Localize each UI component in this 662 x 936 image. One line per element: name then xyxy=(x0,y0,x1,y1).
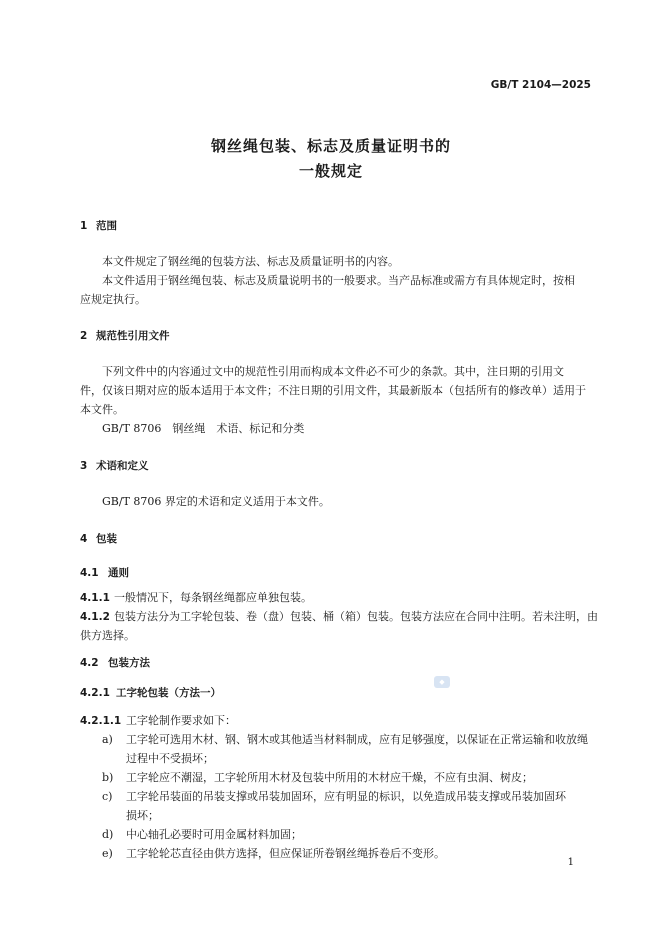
list-label: a) xyxy=(102,733,113,746)
paragraph-continued: 本文件。 xyxy=(80,403,124,416)
section-3-heading xyxy=(80,458,149,473)
section-number: 1 xyxy=(80,220,88,232)
list-label: c) xyxy=(102,790,113,803)
clause-4-2-1-1 xyxy=(80,712,236,728)
list-label: b) xyxy=(102,771,114,784)
clause-number: 4.1.1 xyxy=(80,592,110,604)
paragraph: 本文件适用于钢丝绳包装、标志及质量说明书的一般要求。当产品标准或需方有具体规定时，按相 xyxy=(102,274,575,287)
clause-text: 一般情况下，每条钢丝绳都应单独包装。 xyxy=(114,591,312,604)
list-item xyxy=(102,769,533,785)
section-title: 术语和定义 xyxy=(96,460,149,472)
list-text: 中心轴孔必要时可用金属材料加固； xyxy=(126,828,302,841)
list-label: e) xyxy=(102,847,113,860)
list-item xyxy=(102,826,302,842)
document-title-line2: 一般规定 xyxy=(298,162,363,180)
section-number: 4 xyxy=(80,533,88,545)
clause-text: 工字轮制作要求如下： xyxy=(126,714,236,727)
list-text: 工字轮吊装面的吊装支撑或吊装加固环，应有明显的标识，以免造成吊装支撑或吊装加固环 xyxy=(126,790,566,803)
list-text: 工字轮可选用木材、钢、钢木或其他适当材料制成，应有足够强度，以保证在正常运输和收放绳 xyxy=(126,733,588,746)
clause-number: 4.1.2 xyxy=(80,611,110,623)
section-title: 包装 xyxy=(96,533,117,545)
clause-title: 包装方法 xyxy=(108,657,150,669)
paragraph: 下列文件中的内容通过文中的规范性引用而构成本文件必不可少的条款。其中，注日期的引用文 xyxy=(102,365,564,378)
document-title-line1: 钢丝绳包装、标志及质量证明书的 xyxy=(210,137,451,155)
paragraph: 本文件规定了钢丝绳的包装方法、标志及质量证明书的内容。 xyxy=(102,255,399,268)
list-item-continued: 损坏； xyxy=(126,809,159,822)
paragraph-continued: 件，仅该日期对应的版本适用于本文件；不注日期的引用文件，其最新版本（包括所有的修改单）适用于 xyxy=(80,384,586,397)
watermark-logo: ◆ xyxy=(434,676,450,688)
clause-text: 包装方法分为工字轮包装、卷（盘）包装、桶（箱）包装。包装方法应在合同中注明。若未注明，由 xyxy=(114,610,598,623)
section-2-heading xyxy=(80,328,170,343)
list-label: d) xyxy=(102,828,114,841)
paragraph-continued: 应规定执行。 xyxy=(80,293,146,306)
section-number: 3 xyxy=(80,460,88,472)
clause-4-2-1-heading xyxy=(80,685,221,700)
clause-4-1-2 xyxy=(80,608,598,624)
clause-number: 4.2 xyxy=(80,657,99,669)
section-4-heading xyxy=(80,531,117,546)
clause-4-1-1 xyxy=(80,589,312,605)
clause-4-1-heading xyxy=(80,565,129,580)
list-text: 工字轮应不潮湿，工字轮所用木材及包装中所用的木材应干燥，不应有虫洞、树皮； xyxy=(126,771,533,784)
clause-number: 4.2.1.1 xyxy=(80,715,122,727)
section-title: 规范性引用文件 xyxy=(96,330,170,342)
list-item xyxy=(102,788,566,804)
section-title: 范围 xyxy=(96,220,117,232)
normative-reference: GB/T 8706 钢丝绳 术语、标记和分类 xyxy=(102,422,305,435)
clause-text-continued: 供方选择。 xyxy=(80,629,135,642)
clause-number: 4.2.1 xyxy=(80,687,110,699)
standard-number: GB/T 2104—2025 xyxy=(490,79,591,91)
clause-number: 4.1 xyxy=(80,567,99,579)
section-1-heading xyxy=(80,218,117,233)
list-text: 工字轮轮芯直径由供方选择，但应保证所卷钢丝绳拆卷后不变形。 xyxy=(126,847,445,860)
paragraph: GB/T 8706 界定的术语和定义适用于本文件。 xyxy=(102,495,330,508)
clause-4-2-heading xyxy=(80,655,150,670)
section-number: 2 xyxy=(80,330,88,342)
page-number: 1 xyxy=(567,857,574,868)
clause-title: 通则 xyxy=(108,567,129,579)
list-item-continued: 过程中不受损坏； xyxy=(126,752,214,765)
list-item xyxy=(102,731,588,747)
clause-title: 工字轮包装（方法一） xyxy=(116,687,221,699)
list-item xyxy=(102,845,445,861)
